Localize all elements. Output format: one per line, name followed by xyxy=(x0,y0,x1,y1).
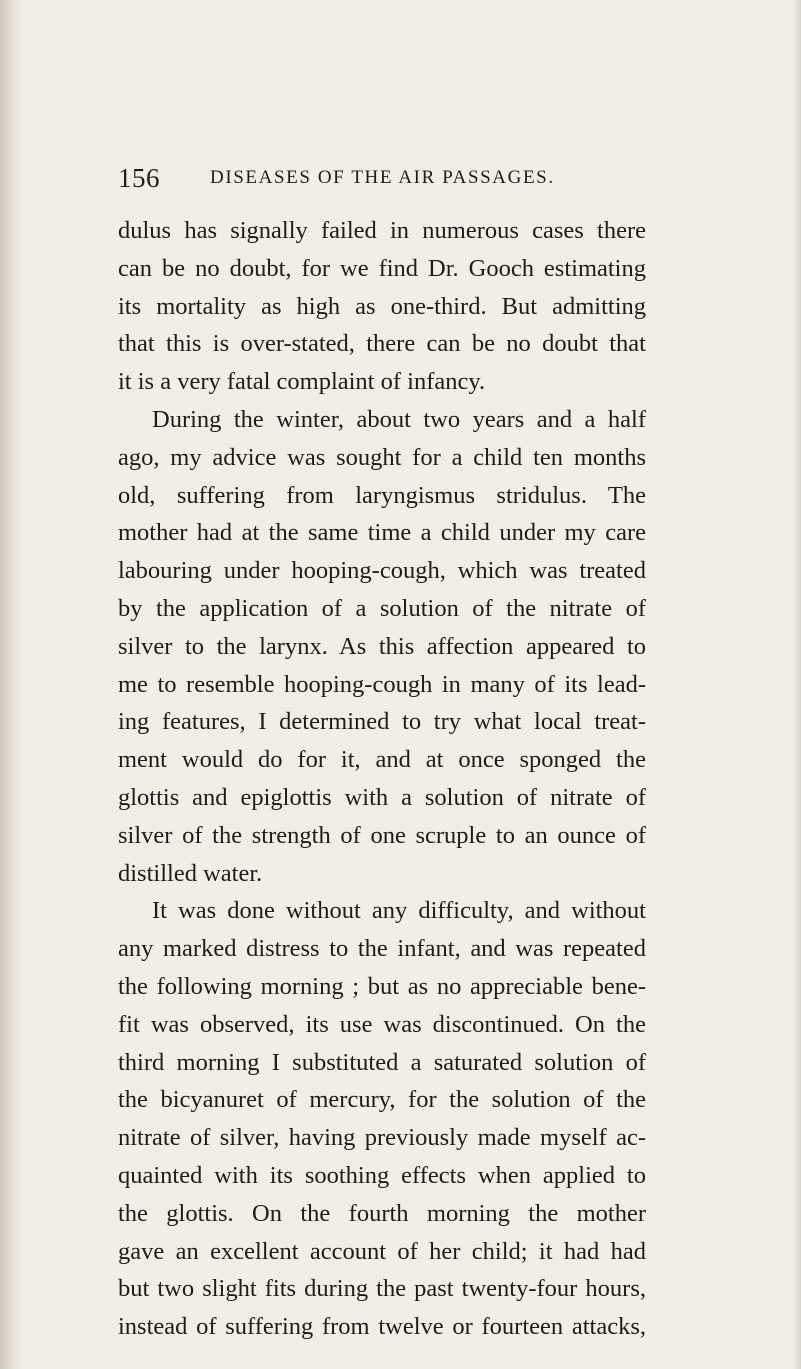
text-line: third morning I substituted a saturated solution of xyxy=(118,1048,646,1076)
text-line: glottis and epiglottis with a solution of nitrate of xyxy=(118,783,646,811)
page-header xyxy=(118,160,646,196)
page-edge-shadow xyxy=(793,0,801,1369)
text-line: but two slight fits during the past twenty-four hours, xyxy=(118,1275,646,1303)
text-line: that this is over-stated, there can be no doubt that xyxy=(118,330,646,358)
text-line: any marked distress to the infant, and was repeated xyxy=(118,935,646,963)
body-text xyxy=(118,212,646,1346)
text-line: dulus has signally failed in numerous cases there xyxy=(118,217,646,244)
page-gutter-shadow xyxy=(0,0,22,1369)
text-line: old, suffering from laryngismus stridulus. The xyxy=(118,481,646,509)
text-line: mother had at the same time a child under my care xyxy=(118,519,646,547)
text-line: fit was observed, its use was discontinued. On the xyxy=(118,1010,646,1038)
text-line: it is a very fatal complaint of infancy. xyxy=(118,368,486,396)
text-line: During the winter, about two years and a half xyxy=(152,405,646,433)
text-line: labouring under hooping-cough, which was treated xyxy=(118,557,646,585)
text-line: distilled water. xyxy=(118,859,263,887)
text-line: me to resemble hooping-cough in many of its lead- xyxy=(118,670,646,698)
text-line: the glottis. On the fourth morning the mother xyxy=(118,1199,646,1227)
text-line: its mortality as high as one-third. But admitting xyxy=(118,292,646,320)
page-number: 156 xyxy=(118,163,160,193)
text-line: the bicyanuret of mercury, for the solution of the xyxy=(118,1086,646,1114)
text-line: ing features, I determined to try what local treat- xyxy=(118,708,646,736)
text-line: silver to the larynx. As this affection appeared to xyxy=(118,632,646,660)
text-line: silver of the strength of one scruple to an ounce of xyxy=(118,821,646,849)
text-line: can be no doubt, for we find Dr. Gooch estimating xyxy=(118,254,646,282)
text-line: nitrate of silver, having previously made myself ac- xyxy=(118,1124,646,1152)
text-line: ago, my advice was sought for a child ten months xyxy=(118,443,646,471)
text-line: ment would do for it, and at once sponged the xyxy=(118,746,646,774)
text-line: It was done without any difficulty, and without xyxy=(152,897,646,925)
text-line: gave an excellent account of her child; it had had xyxy=(118,1237,646,1265)
text-line: quainted with its soothing effects when applied to xyxy=(118,1161,646,1189)
running-title: DISEASES OF THE AIR PASSAGES. xyxy=(210,167,555,188)
text-line: by the application of a solution of the nitrate of xyxy=(118,594,646,622)
text-line: instead of suffering from twelve or fourteen attacks, xyxy=(118,1313,646,1341)
text-line: the following morning ; but as no appreciable bene- xyxy=(118,972,646,1000)
